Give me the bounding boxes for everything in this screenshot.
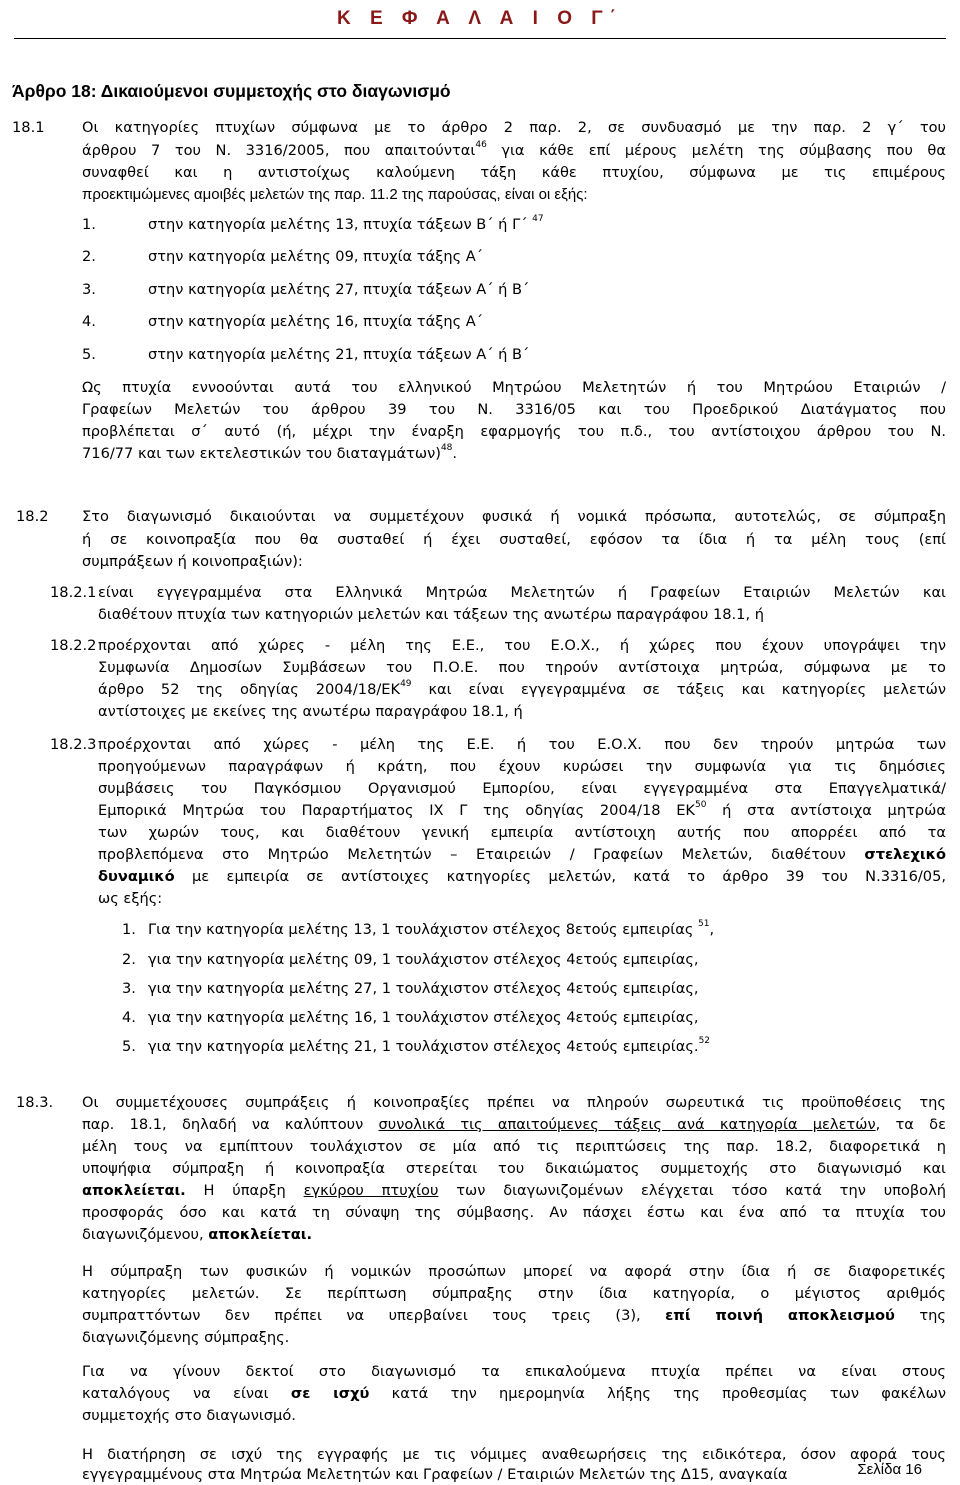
text-run: διαγωνιζόμενου,: [82, 1226, 209, 1243]
bold-text: αποκλείεται.: [208, 1226, 312, 1243]
text-run: κατά την ημερομηνία λήξης της προθεσμίας των φακέλων: [369, 1385, 946, 1402]
list-number: 3.: [82, 281, 96, 298]
bold-text: επί ποινή αποκλεισμού: [665, 1307, 895, 1324]
list-number: 2.: [122, 951, 136, 968]
footnote-ref[interactable]: 50: [695, 800, 707, 810]
list-item: στην κατηγορία μελέτης 21, πτυχία τάξεων Α΄ ή Β΄: [148, 346, 530, 363]
list-item-text: Για την κατηγορία μελέτης 13, 1 τουλάχιστον στέλεχος 8ετούς εμπειρίας: [148, 921, 699, 938]
list-item: για την κατηγορία μελέτης 16, 1 τουλάχιστον στέλεχος 4ετούς εμπειρίας,: [148, 1009, 699, 1026]
footnote-ref[interactable]: 49: [400, 679, 412, 689]
text-run: παρ. 18.1, δηλαδή να καλύπτουν: [82, 1116, 379, 1133]
page-header: [0, 0, 960, 41]
list-item-text: στην κατηγορία μελέτης 13, πτυχία τάξεων Β΄ ή Γ΄: [148, 216, 528, 233]
paragraph-line: Συμφωνία Δημοσίων Συμβάσεων του Π.Ο.Ε. που τηρούν αντίστοιχα μητρώα, σύμφωνα με το: [98, 659, 946, 676]
page-number: Σελίδα 16: [857, 1461, 922, 1478]
paragraph-line: προέρχονται από χώρες - μέλη της Ε.Ε., του Ε.Ο.Χ., ή χώρες που έχουν υπογράψει την: [98, 637, 946, 654]
paragraph-line: προέρχονται από χώρες - μέλη της Ε.Ε. ή του Ε.Ο.Χ. που δεν τηρούν μητρώα των: [98, 736, 946, 753]
section-number: 18.1: [12, 119, 45, 136]
paragraph-line: προηγούμενων παραγράφων ή κράτη, που έχουν κυρώσει την συμφωνία για τις δημόσιες: [98, 758, 946, 775]
paragraph-line: [98, 801, 946, 821]
paragraph-line: [82, 444, 457, 464]
list-item-text: για την κατηγορία μελέτης 21, 1 τουλάχιστον στέλεχος 4ετούς εμπειρίας.: [148, 1038, 699, 1055]
section-number: 18.3.: [16, 1094, 54, 1111]
footnote-ref[interactable]: 51: [698, 919, 710, 929]
paragraph-line: [98, 680, 946, 700]
paragraph-line: Η σύμπραξη των φυσικών ή νομικών προσώπων μπορεί να αφορά στην ίδια ή σε διαφορετικές: [82, 1263, 946, 1280]
paragraph-line: [98, 867, 946, 887]
bold-text: δυναμικό: [98, 868, 175, 885]
paragraph-line: προβλέπεται σ΄ αυτό (ή, μέχρι την έναρξη εφαρμογής του π.δ., του αντίστοιχου άρθρου του Ν.: [82, 423, 946, 440]
list-number: 5.: [82, 346, 96, 363]
paragraph-line: [82, 1225, 312, 1245]
text-run: άρθρο 52 της οδηγίας 2004/18/ΕΚ: [98, 681, 401, 698]
subsection-number: 18.2.2: [50, 637, 97, 654]
footnote-ref[interactable]: 48: [440, 443, 453, 453]
list-item: για την κατηγορία μελέτης 27, 1 τουλάχιστον στέλεχος 4ετούς εμπειρίας,: [148, 980, 699, 997]
underlined-text: συνολικά τις απαιτούμενες τάξεις ανά κατηγορία μελετών: [378, 1116, 876, 1133]
text-run: της: [894, 1307, 946, 1324]
list-number: 2.: [82, 248, 96, 265]
text-run: προβλεπόμενα στο Μητρώο Μελετητών – Εταιρειών / Γραφείων Μελετών, διαθέτουν: [98, 846, 846, 863]
list-number: 4.: [122, 1009, 136, 1026]
paragraph-line: προσφοράς όσο και κατά τη σύναψη της σύμβασης. Αν πάσχει έστω και ένα από τα πτυχία του: [82, 1204, 946, 1221]
list-item: για την κατηγορία μελέτης 09, 1 τουλάχιστον στέλεχος 4ετούς εμπειρίας,: [148, 951, 699, 968]
paragraph-line: Οι συμμετέχουσες συμπράξεις ή κοινοπραξίες πρέπει να πληρούν σωρευτικά τις προϋποθέσεις της: [82, 1094, 946, 1111]
paragraph-line: των χωρών τους, και διαθέτουν γενική εμπειρία αντίστοιχη αυτής που απορρέει από τα: [98, 824, 946, 841]
bold-text: αποκλείεται.: [82, 1182, 186, 1199]
subsection-number: 18.2.3: [50, 736, 97, 753]
paragraph-line: κατηγορίες μελετών. Σε περίπτωση σύμπραξης στην ίδια κατηγορία, ο μέγιστος αριθμός: [82, 1285, 946, 1302]
paragraph-line: Ως πτυχία εννοούνται αυτά του ελληνικού Μητρώου Μελετητών ή του Μητρώου Εταιριών /: [82, 379, 946, 396]
text-run: των διαγωνιζομένων ελέγχεται τόσο κατά την υποβολή: [438, 1182, 946, 1199]
bold-text: στελεχικό: [864, 846, 947, 863]
text-run: ή στα αντίστοιχα μητρώα: [706, 802, 946, 819]
list-number: 1.: [82, 216, 96, 233]
text-run: άρθρου 7 του Ν. 3316/2005, που απαιτούνται: [82, 142, 476, 159]
text-run: Εμπορικά Μητρώα του Παραρτήματος ΙΧ Γ της οδηγίας 2004/18 ΕΚ: [98, 802, 695, 819]
paragraph-line: αντίστοιχες με εκείνες της ανωτέρω παραγράφου 18.1, ή: [98, 703, 523, 720]
paragraph-line: [82, 1181, 946, 1201]
paragraph-line: διαγωνιζόμενης σύμπραξης.: [82, 1329, 290, 1346]
footnote-ref[interactable]: 52: [698, 1036, 711, 1046]
list-item: [148, 920, 714, 940]
paragraph-line: [82, 1306, 946, 1326]
chapter-title: Κ Ε Φ Α Λ Α Ι Ο Γ΄: [336, 8, 624, 29]
bold-text: σε ισχύ: [290, 1385, 370, 1402]
paragraph-line: Οι κατηγορίες πτυχίων σύμφωνα με το άρθρο 2 παρ. 2, σε συνδυασμό με την παρ. 2 γ΄ του: [82, 119, 946, 136]
paragraph-line: μέλη τους να εμπίπτουν τουλάχιστον σε μία από τις περιπτώσεις της παρ. 18.2, διαφορετικά η: [82, 1138, 946, 1155]
list-number: 3.: [122, 980, 136, 997]
text-run: .: [452, 445, 458, 462]
paragraph-line: Η διατήρηση σε ισχύ της εγγραφής με τις νόμιμες αναθεωρήσεις της ειδικότερα, όσον αφορά τους: [82, 1446, 946, 1463]
text-run: και είναι εγγεγραμμένα σε τάξεις και κατηγορίες μελετών: [411, 681, 946, 698]
list-item: [148, 1037, 710, 1057]
paragraph-line: συμπράξεων ή κοινοπραξιών):: [82, 553, 303, 570]
paragraph-line: διαθέτουν πτυχία των κατηγοριών μελετών και τάξεων της ανωτέρω παραγράφου 18.1, ή: [98, 606, 764, 623]
paragraph-line: Γραφείων Μελετών του άρθρου 39 του Ν. 3316/05 και του Προεδρικού Διατάγματος που: [82, 401, 946, 418]
article-title: Άρθρο 18: Δικαιούμενοι συμμετοχής στο διαγωνισμό: [12, 81, 451, 101]
paragraph-line: [82, 141, 946, 161]
list-item: στην κατηγορία μελέτης 09, πτυχία τάξης Α΄: [148, 248, 484, 265]
paragraph-line: είναι εγγεγραμμένα στα Ελληνικά Μητρώα Μελετητών ή Γραφείων Εταιριών Μελετών και: [98, 584, 946, 601]
paragraph-line: Στο διαγωνισμό δικαιούνται να συμμετέχουν φυσικά ή νομικά πρόσωπα, αυτοτελώς, σε σύμπραξη: [82, 508, 946, 525]
list-item: στην κατηγορία μελέτης 27, πτυχία τάξεων Α΄ ή Β΄: [148, 281, 530, 298]
paragraph-line: [82, 1115, 946, 1135]
paragraph-line: υποψήφια σύμπραξη ή κοινοπραξία στερείται του δικαιώματος συμμετοχής στο διαγωνισμό και: [82, 1160, 946, 1177]
text-run: καταλόγους να είναι: [82, 1385, 291, 1402]
subsection-number: 18.2.1: [50, 584, 97, 601]
paragraph-line: ως εξής:: [98, 890, 163, 907]
paragraph-line: [98, 845, 946, 865]
header-rule: [14, 38, 946, 39]
text-run: συμπραττόντων δεν πρέπει να υπερβαίνει τους τρεις (3),: [82, 1307, 666, 1324]
list-item: [148, 215, 544, 235]
paragraph-line: [82, 1384, 946, 1404]
text-run: 716/77 και των εκτελεστικών του διαταγμάτων): [82, 445, 441, 462]
footnote-ref[interactable]: 46: [475, 140, 487, 150]
paragraph-line: συμμετοχής στο διαγωνισμό.: [82, 1407, 296, 1424]
footnote-ref[interactable]: 47: [532, 214, 544, 224]
paragraph-line: προεκτιμώμενες αμοιβές μελετών της παρ. 11.2 της παρούσας, είναι οι εξής:: [82, 186, 588, 203]
paragraph-line: ή σε κοινοπραξία που θα συσταθεί ή έχει συσταθεί, εφόσον τα ίδια ή τα μέλη τους (επί: [82, 531, 946, 548]
text-run: ,: [709, 921, 715, 938]
list-number: 4.: [82, 313, 96, 330]
text-run: με εμπειρία σε αντίστοιχες κατηγορίες μελετών, κατά το άρθρο 39 του Ν.3316/05,: [174, 868, 946, 885]
paragraph-line: συμβάσεις του Παγκόσμιου Οργανισμού Εμπορίου, είναι εγγεγραμμένα στα Επαγγελματικά/: [98, 780, 946, 797]
list-number: 1.: [122, 921, 136, 938]
list-number: 5.: [122, 1038, 136, 1055]
text-run: Η ύπαρξη: [185, 1182, 304, 1199]
list-item: στην κατηγορία μελέτης 16, πτυχία τάξης Α΄: [148, 313, 484, 330]
paragraph-line: εγγεγραμμένους στα Μητρώα Μελετητών και Γραφείων / Εταιριών Μελετών της Δ15, αναγκαία: [82, 1466, 788, 1483]
paragraph-line: συναφθεί και η αντιστοίχως καλούμενη τάξη κάθε πτυχίου, σύμφωνα με τις επιμέρους: [82, 164, 946, 181]
section-number: 18.2: [16, 508, 49, 525]
text-run: για κάθε επί μέρους μελέτη της σύμβασης που θα: [486, 142, 946, 159]
underlined-text: εγκύρου πτυχίου: [303, 1182, 439, 1199]
text-run: , τα δε: [875, 1116, 946, 1133]
paragraph-line: Για να γίνουν δεκτοί στο διαγωνισμό τα επικαλούμενα πτυχία πρέπει να είναι στους: [82, 1363, 946, 1380]
